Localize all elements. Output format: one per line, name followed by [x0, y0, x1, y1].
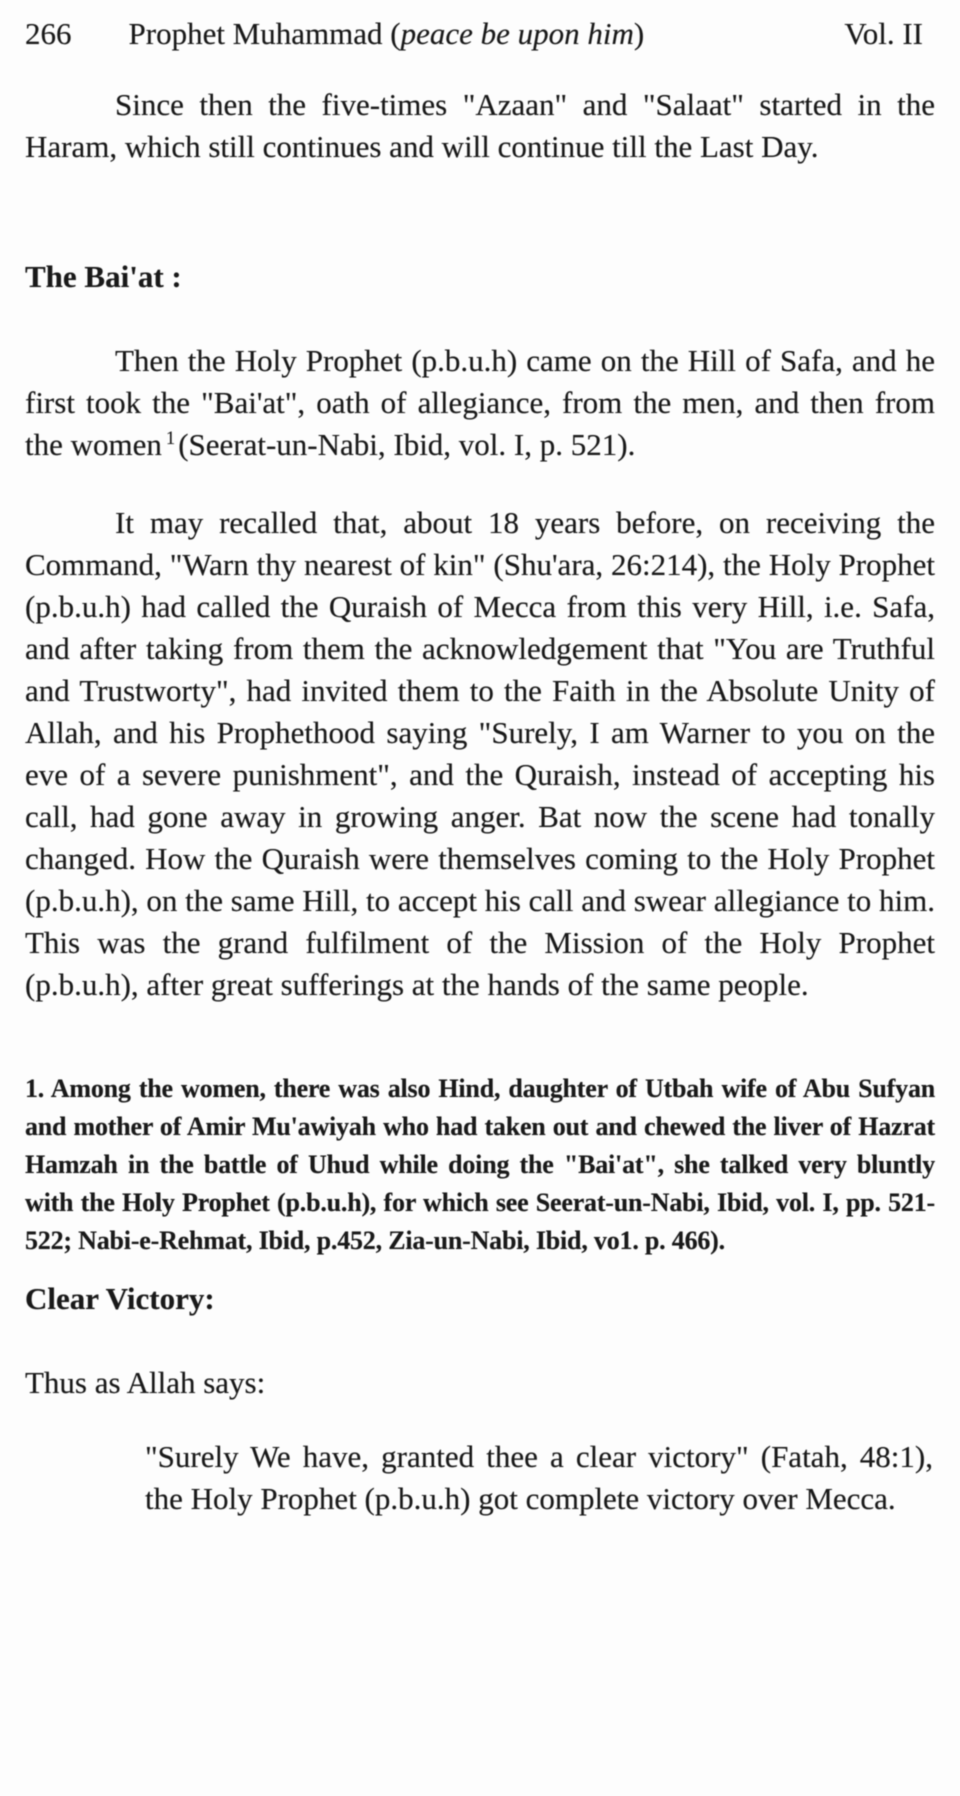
footnote-reference-1: 1: [165, 427, 176, 449]
running-title-prefix: Prophet Muhammad (: [128, 16, 401, 51]
lead-in-line: Thus as Allah says:: [25, 1365, 266, 1400]
footnote-text: 1. Among the women, there was also Hind, daughter of Utbah wife of Abu Sufyan and mother of Amir Mu'awiyah who had taken out and chewed the liver of Hazrat Hamzah in the battle of Uhud while doing the "Bai'at", she talked very bluntly with the Holy Prophet (p.b.u.h), for which see Seerat-un-Nabi, Ibid, vol. I, pp. 521-522; Nabi-e-Rehmat, Ibid, p.452, Zia-un-Nabi, Ibid, vo1. p. 466).: [25, 1074, 935, 1255]
heading-the-baiat: The Bai'at :: [25, 259, 182, 294]
paragraph-baiat-text: Then the Holy Prophet (p.b.u.h) came on the Hill of Safa, and he first took the "Bai'at", oath of allegiance, from the men, and then from the women: [25, 343, 935, 462]
volume-label: Vol. II: [844, 16, 923, 51]
page-header: [25, 16, 935, 52]
paragraph-recall-warning: It may recalled that, about 18 years before, on receiving the Command, "Warn thy nearest of kin" (Shu'ara, 26:214), the Holy Prophet (p.b.u.h) had called the Quraish of Mecca from this very Hill, i.e. Safa, and after taking from them the acknowledgement that "You are Truthful and Trustworty", had invited them to the Faith in the Absolute Unity of Allah, and his Prophethood saying "Surely, I am Warner to you on the eve of a severe punishment", and the Quraish, instead of accepting his call, had gone away in growing anger. Bat now the scene had tonally changed. How the Quraish were themselves coming to the Holy Prophet (p.b.u.h), on the same Hill, to accept his call and swear allegiance to him. This was the grand fulfilment of the Mission of the Holy Prophet (p.b.u.h), after great sufferings at the hands of the same people.: [25, 505, 935, 1002]
paragraph-baiat-citation: (Seerat-un-Nabi, Ibid, vol. I, p. 521).: [178, 427, 636, 462]
page-number: 266: [25, 16, 72, 51]
quran-quote-block: "Surely We have, granted thee a clear victory" (Fatah, 48:1), the Holy Prophet (p.b.u.h) got complete victory over Mecca.: [145, 1439, 933, 1516]
running-title-italic: peace be upon him: [400, 16, 634, 51]
running-title: [129, 16, 645, 52]
heading-clear-victory: Clear Victory:: [25, 1281, 215, 1316]
paragraph-baiat: [25, 340, 935, 466]
running-title-suffix: ): [633, 16, 645, 51]
paragraph-azaan-salaat: Since then the five-times "Azaan" and "Salaat" started in the Haram, which still continues and will continue till the Last Day.: [25, 87, 935, 164]
